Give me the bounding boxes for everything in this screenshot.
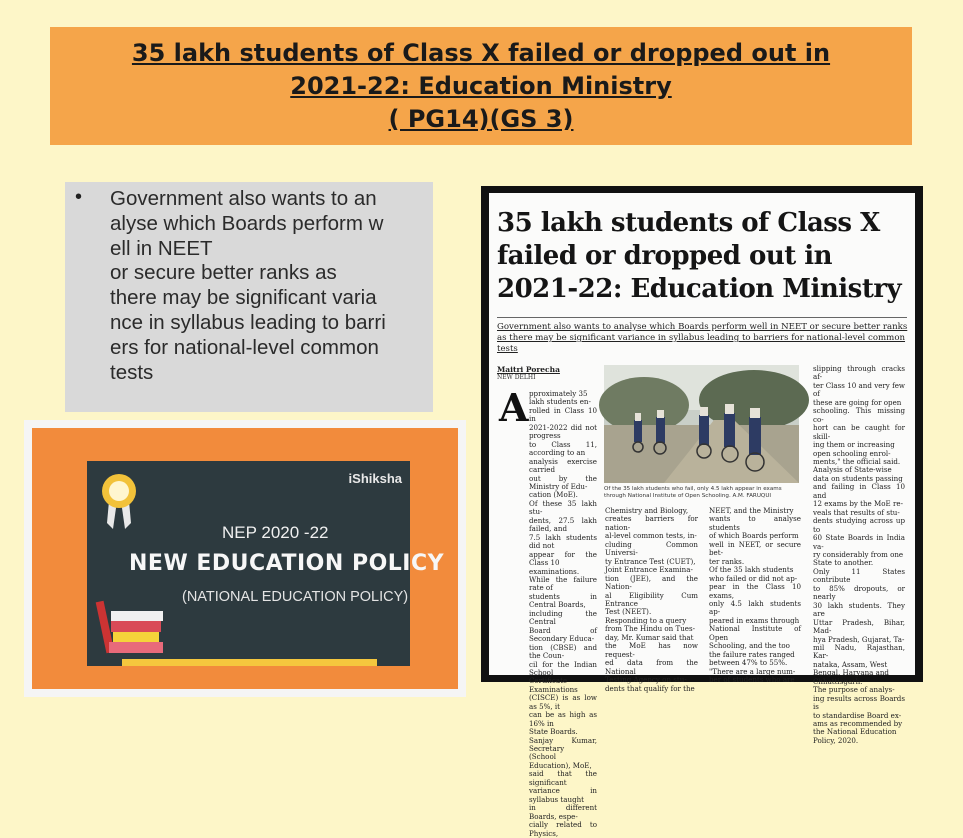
article-deck: Government also wants to analyse which Boards perform well in NEET or secure better ranks as there may be significant variance in syllabus leading to barriers for national-level common tests	[497, 322, 908, 354]
article-column-2: Chemistry and Biology, creates barriers for nation- al-level common tests, in- cluding Common Universi- ty Entrance Test (CUET), Joint Entrance Examina- tion (JEE), and the Nation- al Eligibility Cum Entrance Test (NEET). Responding to a query from The Hindu on Tues- day, Mr. Kumar said that the MoE has now request- ed data from the National Testing Agency on stu- dents that qualify for the	[605, 506, 698, 693]
article-photo	[604, 365, 799, 483]
nep-year: NEP 2020 -22	[222, 523, 329, 542]
nep-image	[24, 420, 466, 697]
article-column-3: NEET, and the Ministry wants to analyse students of which Boards perform well in NEET, or secure bet- ter ranks. Of the 35 lakh students who failed or did not ap- pear in the Class 10 exams, only 4.5 lakh students ap- peared in exams through National Institute of Open Schooling, and the too the failure rates ranged between 47% to 55%. "There are a large num- ber of students who are	[709, 506, 801, 685]
photo-caption: Of the 35 lakh students who fail, only 4.5 lakh appear in exams through National Institute of Open Schooling. A.M. FARUQUI	[604, 486, 782, 499]
title-line-1: 35 lakh students of Class X failed or dropped out in	[131, 38, 831, 67]
headline-line-1: 35 lakh students of Class X	[497, 208, 880, 238]
chalk-ledge	[122, 659, 377, 666]
nep-image-frame	[32, 428, 458, 689]
nep-subtitle: (NATIONAL EDUCATION POLICY)	[182, 589, 409, 605]
books-icon	[95, 601, 165, 661]
brand-logo: iShiksha	[348, 471, 402, 486]
headline-rule	[497, 317, 907, 318]
headline-line-2: failed or dropped out in	[497, 241, 833, 271]
title-line-3: ( PG14)(GS 3)	[388, 104, 574, 133]
title-line-2: 2021-22: Education Ministry	[290, 71, 672, 100]
drop-cap: A	[499, 385, 529, 430]
bullet-box	[65, 182, 433, 412]
bullet-text: Government also wants to an alyse which Boards perform w ell in NEET or secure better ranks as there may be significant varia nce in syllabus leading to barri ers for national-level common tests	[110, 187, 386, 384]
bullet-dot-icon: •	[75, 186, 83, 208]
nep-chalkboard	[87, 461, 445, 666]
newspaper-clipping	[489, 193, 915, 838]
article-column-1-top: pproximately 35 lakh students en- rolled in Class 10 in 2021-2022 did not progress to Class 11, according to an analysis exercise carried out by the Ministry of Edu- cation (MoE). Of these 35 lakh stu- dents, 27.5 lakh failed, and 7.5 lakh students did not appear for the Class 10 examinations. While the failure rate of students in Central Boards, including the Central Board of Secondary Educa- tion (CBSE) and the Coun- cil for the Indian School Certificate Examinations (CISCE) is as low as 5%, it can be as high as 16% in State Boards. Sanjay Kumar, Secretary (School Education), MoE, said that the significant variance in syllabus taught in different Boards, espe- cially related to Physics,	[529, 389, 597, 838]
article-dateline: NEW DELHI	[497, 374, 536, 381]
title-banner	[50, 27, 912, 145]
medal-icon	[99, 471, 139, 533]
headline-line-3: 2021-22: Education Ministry	[497, 274, 902, 304]
nep-title: NEW EDUCATION POLICY	[129, 551, 445, 576]
article-column-4: slipping through cracks af- ter Class 10 and very few of these are going for open schooling. This missing co- hort can be caught for skill- ing them or increasing open schooling enrol- ments," the official said. Analysis of State-wise data on students passing and failing in Class 10 and 12 exams by the MoE re- veals that results of stu- dents studying across up to 60 State Boards in India va- ry considerably from one State to another. Only 11 States contribute to 85% dropouts, or nearly 30 lakh students. They are Uttar Pradesh, Bihar, Mad- hya Pradesh, Gujarat, Ta- mil Nadu, Rajasthan, Kar- nataka, Assam, West Bengal, Haryana and Chhattisgarh. The purpose of analys- ing results across Boards is to standardise Board ex- ams as recommended by the National Education Policy, 2020.	[813, 364, 905, 745]
article-headline	[497, 207, 901, 306]
article-byline: Maitri Porecha	[497, 365, 560, 374]
